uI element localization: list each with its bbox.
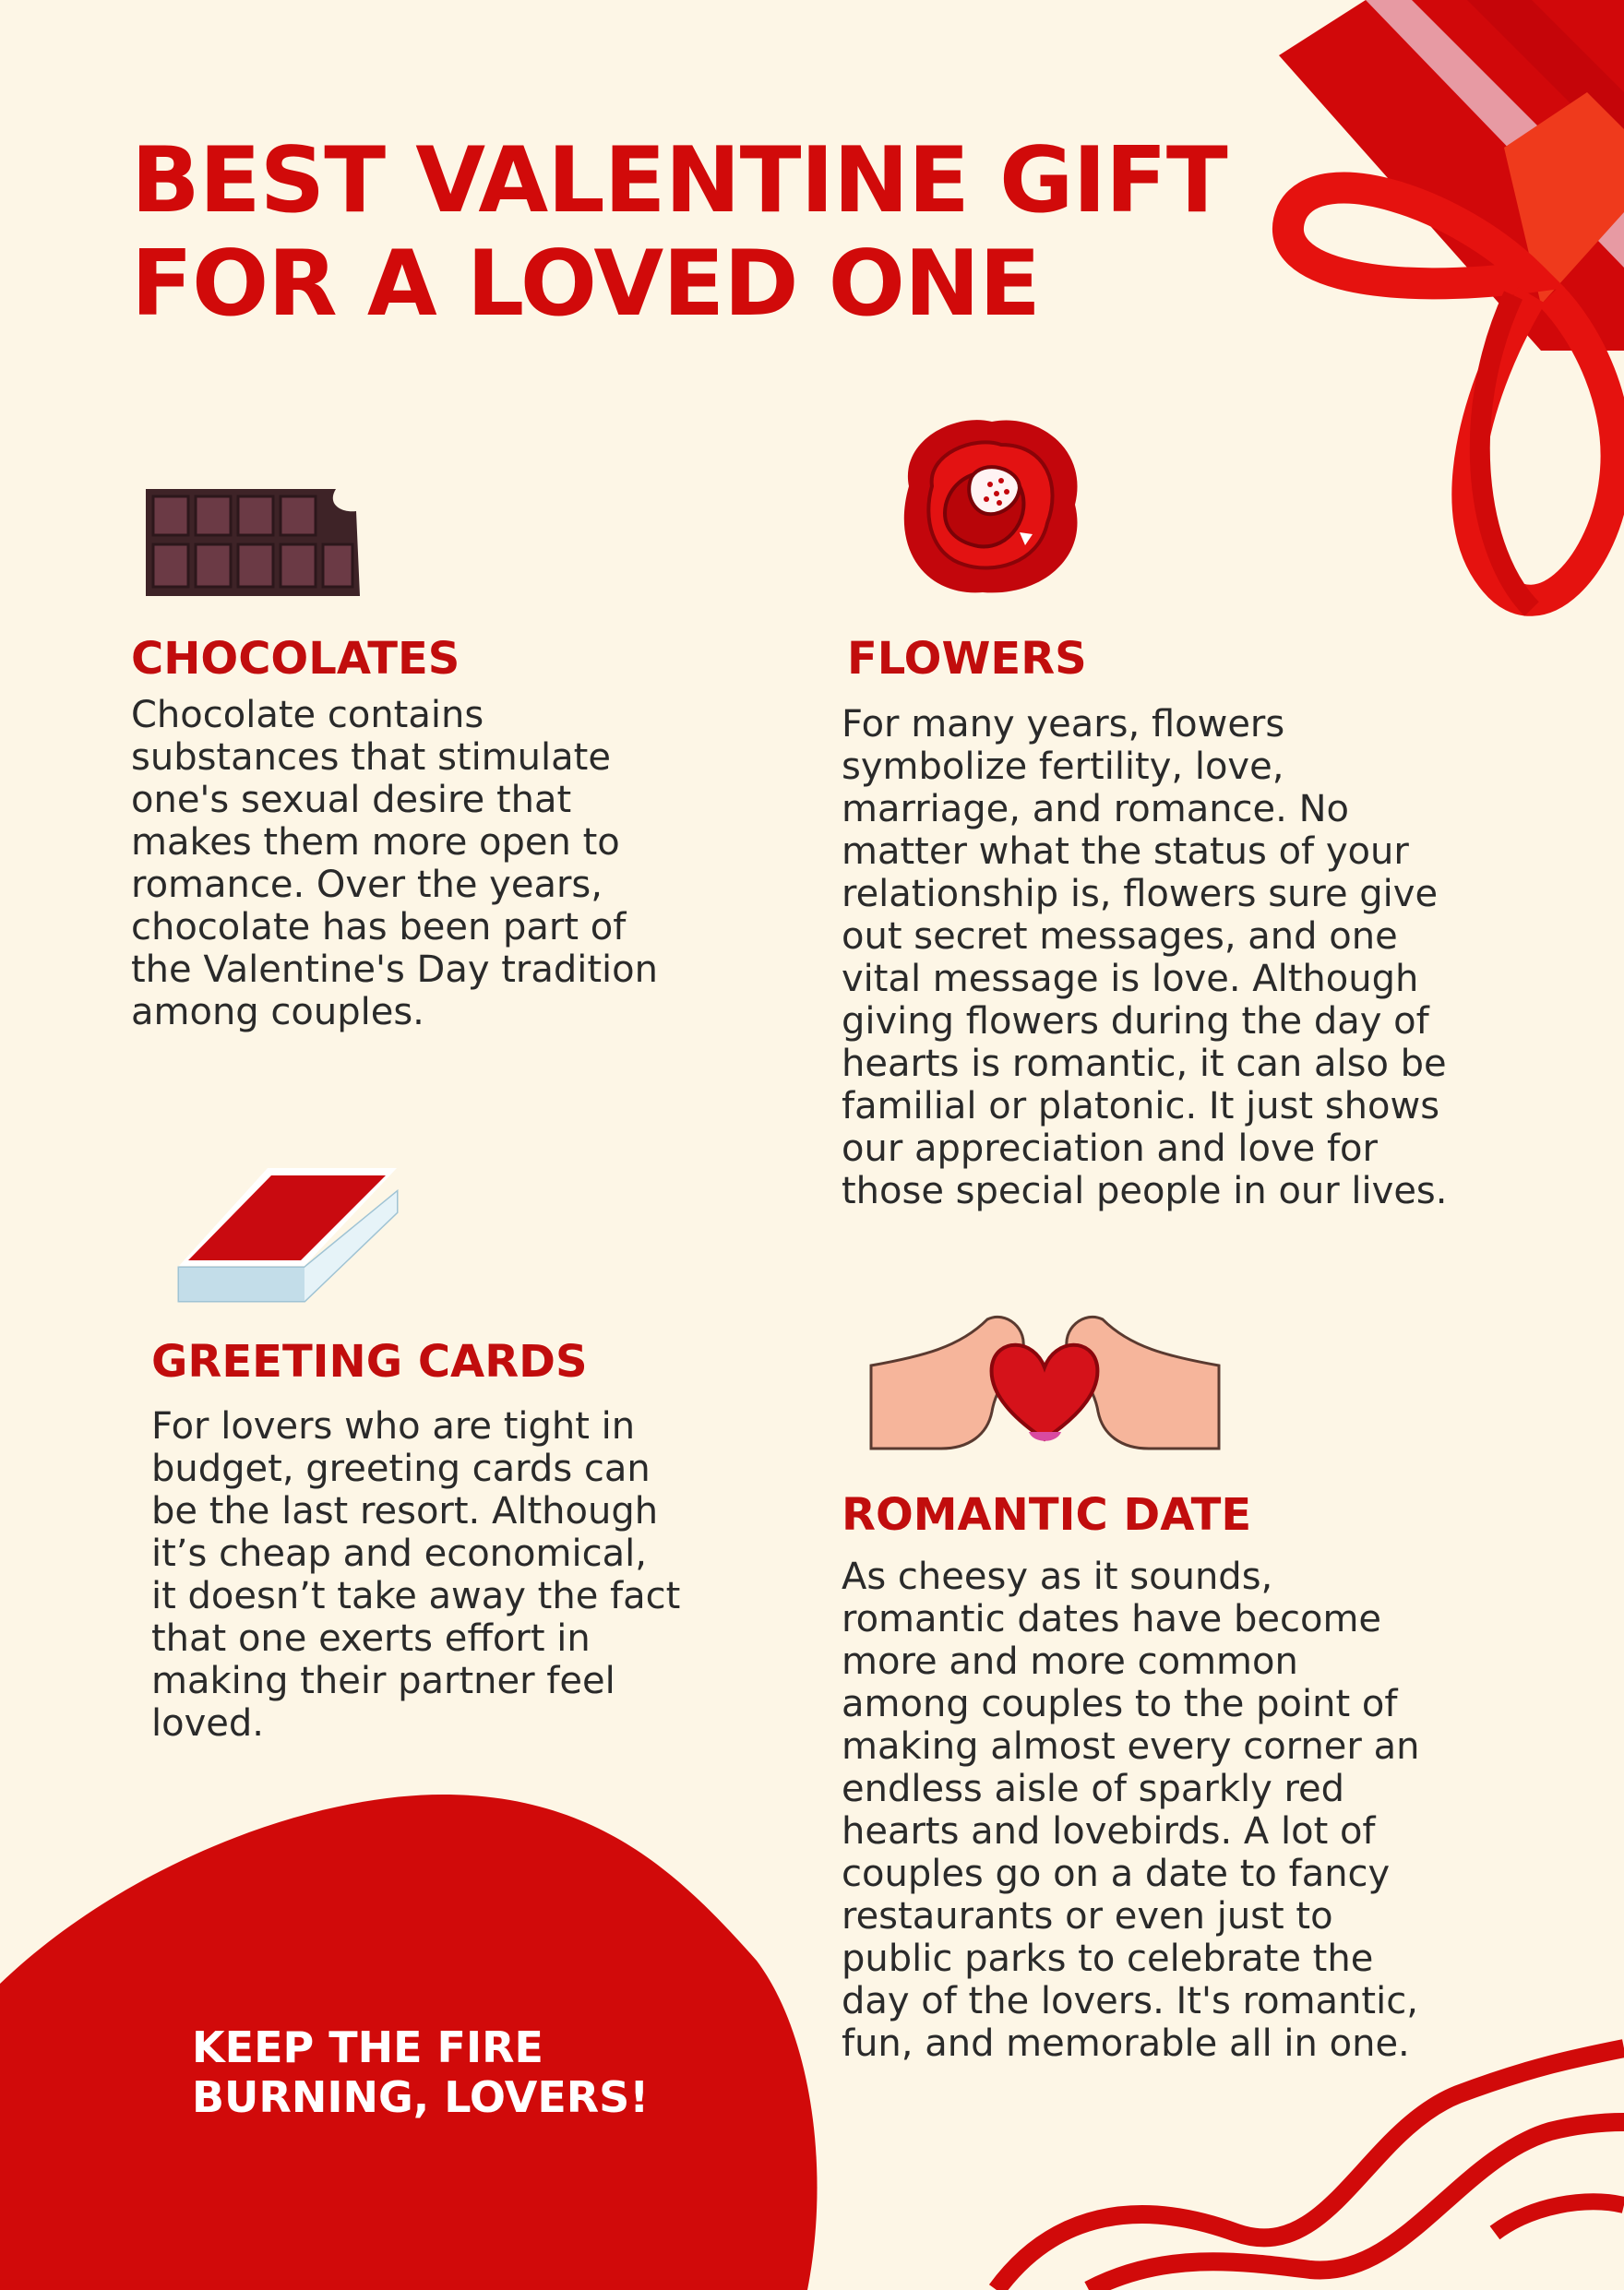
text-line: Chocolate contains (131, 694, 484, 736)
romantic-date-text (842, 1556, 1419, 2065)
title-line-1: BEST VALENTINE GIFT (131, 128, 1227, 233)
text-line: substances that stimulate (131, 736, 611, 779)
tagline-line-2: BURNING, LOVERS! (192, 2072, 650, 2122)
text-line: chocolate has been part of (131, 906, 627, 948)
romantic-date-heading: ROMANTIC DATE (842, 1489, 1252, 1541)
card-stack-icon (175, 1164, 406, 1303)
flowers-heading: FLOWERS (847, 633, 1087, 685)
text-line: day of the lovers. It's romantic, (842, 1980, 1418, 2022)
text-line: one's sexual desire that (131, 779, 572, 821)
text-line: those special people in our lives. (842, 1170, 1448, 1212)
text-line: hearts and lovebirds. A lot of (842, 1810, 1376, 1853)
wavy-ribbon-shape (978, 2021, 1624, 2290)
text-line: restaurants or even just to (842, 1895, 1333, 1938)
text-line: romantic dates have become (842, 1598, 1382, 1640)
text-line: As cheesy as it sounds, (842, 1556, 1273, 1598)
text-line: among couples to the point of (842, 1683, 1398, 1725)
text-line: making almost every corner an (842, 1725, 1420, 1768)
tagline (192, 2022, 649, 2122)
text-line: it doesn’t take away the fact (151, 1575, 681, 1617)
text-line: marriage, and romance. No (842, 788, 1349, 830)
text-line: that one exerts effort in (151, 1617, 591, 1660)
text-line: familial or platonic. It just shows (842, 1085, 1440, 1127)
text-line: budget, greeting cards can (151, 1448, 651, 1490)
chocolates-text (131, 694, 658, 1033)
page-title (131, 128, 1227, 337)
rose-icon (890, 412, 1089, 597)
text-line: romance. Over the years, (131, 864, 603, 906)
text-line: matter what the status of your (842, 830, 1409, 873)
text-line: public parks to celebrate the (842, 1938, 1374, 1980)
text-line: among couples. (131, 991, 424, 1033)
text-line: relationship is, flowers sure give (842, 873, 1439, 915)
text-line: more and more common (842, 1640, 1298, 1683)
text-line: out secret messages, and one (842, 915, 1398, 958)
greeting-cards-heading: GREETING CARDS (151, 1336, 588, 1388)
text-line: couples go on a date to fancy (842, 1853, 1391, 1895)
text-line: making their partner feel (151, 1660, 615, 1702)
text-line: fun, and memorable all in one. (842, 2022, 1410, 2065)
text-line: makes them more open to (131, 821, 620, 864)
heart-hands-icon (867, 1310, 1223, 1467)
text-line: symbolize fertility, love, (842, 745, 1284, 788)
tagline-line-1: KEEP THE FIRE (192, 2022, 543, 2072)
text-line: For lovers who are tight in (151, 1405, 636, 1448)
text-line: vital message is love. Although (842, 958, 1419, 1000)
text-line: endless aisle of sparkly red (842, 1768, 1345, 1810)
text-line: our appreciation and love for (842, 1127, 1378, 1170)
title-line-2: FOR A LOVED ONE (131, 232, 1040, 337)
text-line: loved. (151, 1702, 264, 1745)
chocolates-heading: CHOCOLATES (131, 633, 460, 685)
text-line: it’s cheap and economical, (151, 1533, 647, 1575)
text-line: the Valentine's Day tradition (131, 948, 658, 991)
greeting-cards-text (151, 1405, 680, 1745)
chocolate-bar-icon (142, 485, 364, 600)
text-line: hearts is romantic, it can also be (842, 1043, 1447, 1085)
flowers-text (842, 703, 1447, 1212)
text-line: For many years, flowers (842, 703, 1285, 745)
text-line: giving flowers during the day of (842, 1000, 1429, 1043)
gift-ribbon-icon (1181, 0, 1624, 627)
text-line: be the last resort. Although (151, 1490, 659, 1533)
